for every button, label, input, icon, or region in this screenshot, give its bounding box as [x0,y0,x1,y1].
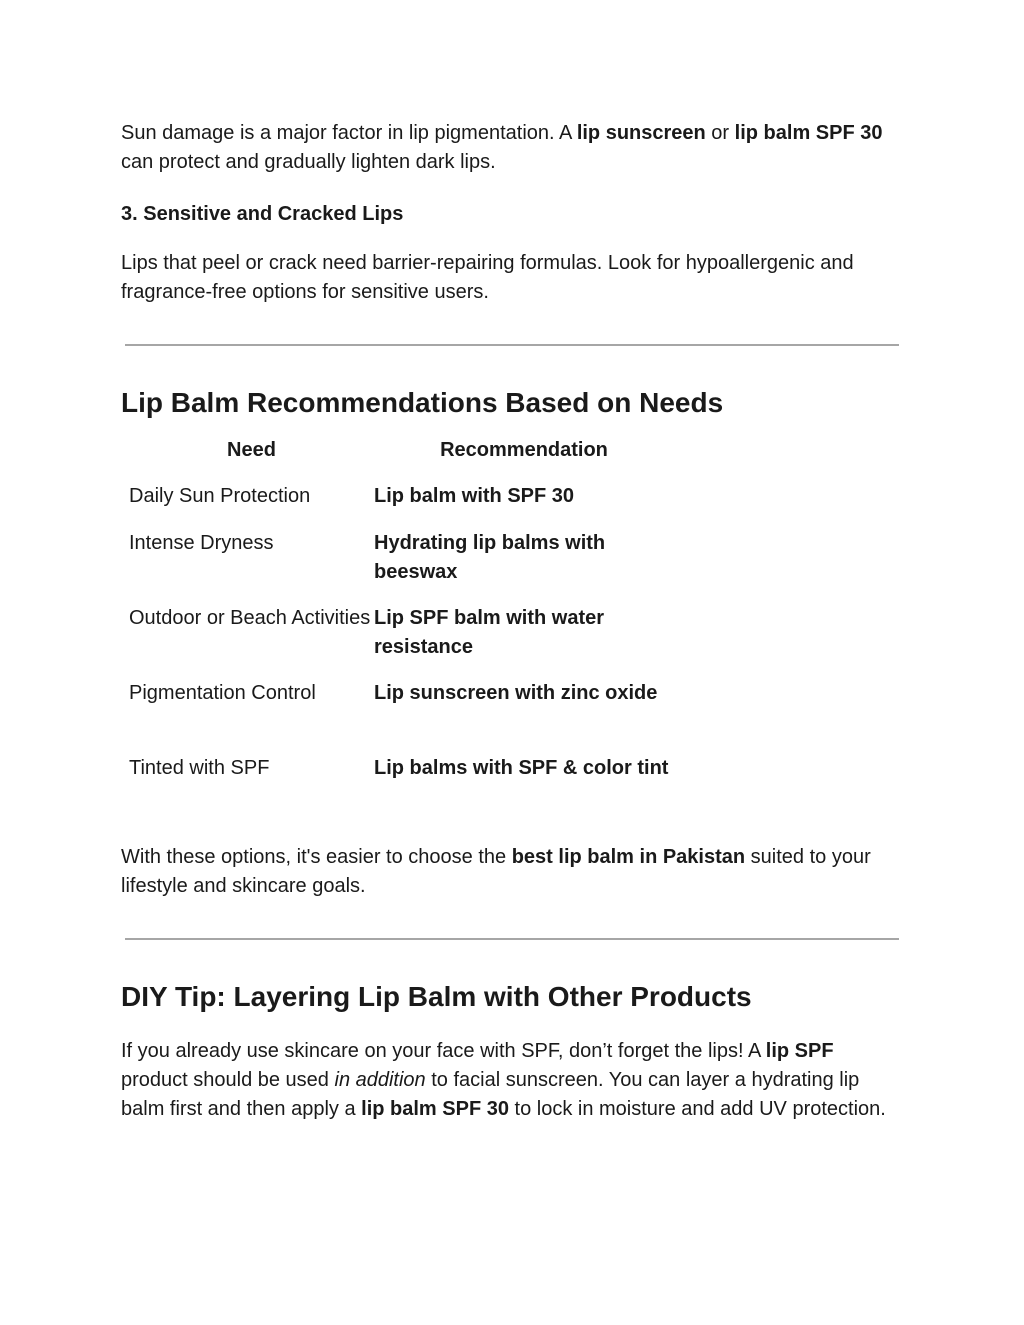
recommendation-cell: Hydrating lip balms with beeswax [374,532,606,583]
need-cell: Pigmentation Control [129,682,316,704]
text-run: to facial sunscreen. You can layer a hydrating lip balm first and then apply a [121,1069,860,1120]
text-run: to lock in moisture and add UV protection. [508,1098,886,1120]
column-header: Need [227,439,276,461]
text-run: or [705,122,735,144]
italic-term: in addition [334,1069,426,1091]
text-run: product should be used [121,1069,335,1091]
summary-paragraph [121,843,901,901]
recommendation-cell: Lip SPF balm with water resistance [374,607,605,658]
recommendation-cell: Lip balms with SPF & color tint [374,757,669,779]
intro-paragraph [121,119,901,177]
sub-heading: 3. Sensitive and Cracked Lips [121,203,404,225]
bold-term: lip SPF [765,1040,834,1062]
table-row [121,679,674,754]
diy-paragraph [121,1037,901,1124]
column-header: Recommendation [440,439,608,461]
bold-term: lip sunscreen [576,122,706,144]
text-run: can protect and gradually lighten dark lips. [121,151,496,173]
table-row [121,470,674,529]
text-run: suited to your lifestyle and skincare goals. [121,846,871,897]
need-cell: Outdoor or Beach Activities [129,607,371,629]
need-cell: Daily Sun Protection [129,485,311,507]
table-row [121,754,674,814]
table-header-row [121,436,674,470]
section-title: Lip Balm Recommendations Based on Needs [121,387,724,418]
section-divider [125,938,899,940]
recommendation-cell: Lip sunscreen with zinc oxide [374,682,658,704]
table-row [121,604,674,679]
bold-term: lip balm SPF 30 [734,122,883,144]
section-divider [125,344,899,346]
text-run: With these options, it's easier to choose the [121,846,512,868]
bold-term: lip balm SPF 30 [361,1098,509,1120]
recommendation-cell: Lip balm with SPF 30 [374,485,575,507]
recommendation-table [121,436,674,814]
table-row [121,529,674,604]
section-title: DIY Tip: Layering Lip Balm with Other Products [121,981,752,1012]
text-run: Sun damage is a major factor in lip pigmentation. A [121,122,577,144]
need-cell: Intense Dryness [129,532,274,554]
bold-term: best lip balm in Pakistan [511,846,746,868]
sensitive-lips-paragraph: Lips that peel or crack need barrier-repairing formulas. Look for hypoallergenic and fragrance-free options for sensitive users. [121,252,854,303]
text-run: If you already use skincare on your face with SPF, don’t forget the lips! A [121,1040,766,1062]
need-cell: Tinted with SPF [129,757,270,779]
